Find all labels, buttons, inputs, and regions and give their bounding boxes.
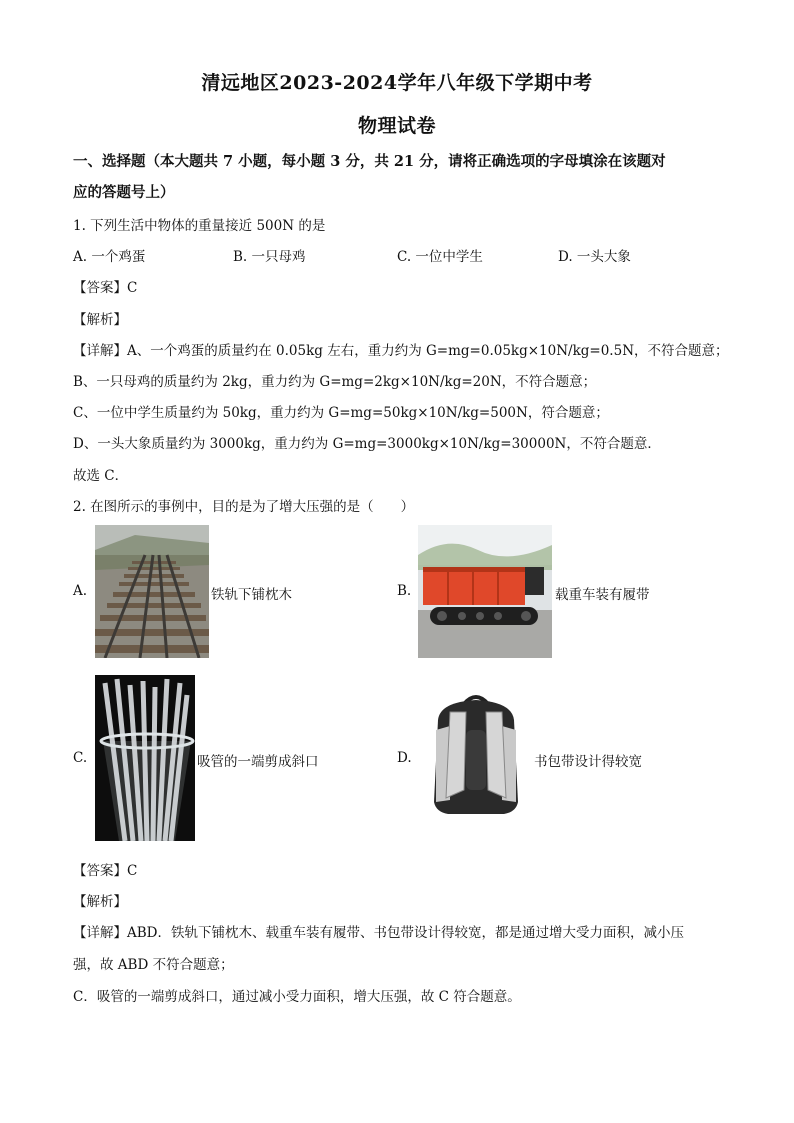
q2-option-a-letter: A. [73, 583, 88, 599]
q2-option-d-caption: 书包带设计得较宽 [534, 754, 642, 770]
q1-option-d: D. 一头大象 [558, 249, 631, 265]
exam-title: 清远地区2023-2024学年八年级下学期中考 [201, 72, 593, 94]
q2-option-b-caption: 载重车装有履带 [555, 587, 650, 603]
q2-detail-line: C．吸管的一端剪成斜口，通过减小受力面积，增大压强，故 C 符合题意。 [73, 989, 521, 1005]
section-heading-line2: 应的答题号上） [73, 184, 175, 201]
section-heading-line1: 一、选择题（本大题共 7 小题，每小题 3 分，共 21 分，请将正确选项的字母填涂在该题对 [73, 153, 666, 170]
q1-detail-line: 【详解】A、一个鸡蛋的质量约在 0.05kg 左右，重力约为 G=mg=0.05kg×10N/kg=0.5N，不符合题意； [73, 343, 729, 359]
backpack-image [420, 690, 532, 820]
q2-stem: 2. 在图所示的事例中，目的是为了增大压强的是（ ） [73, 499, 415, 515]
q2-detail-line: 【详解】ABD．铁轨下铺枕木、载重车装有履带、书包带设计得较宽，都是通过增大受力面积，减小压 [73, 925, 684, 941]
q1-detail-line: B、一只母鸡的质量约为 2kg，重力约为 G=mg=2kg×10N/kg=20N，不符合题意； [73, 374, 597, 390]
q2-option-c-letter: C. [73, 750, 88, 766]
q1-stem: 1. 下列生活中物体的重量接近 500N 的是 [73, 218, 326, 234]
railway-track-image [95, 525, 209, 658]
q2-answer: 【答案】C [73, 863, 138, 879]
tracked-truck-image [418, 525, 552, 658]
q1-option-c: C. 一位中学生 [397, 249, 483, 265]
q2-option-a-caption: 铁轨下铺枕木 [211, 587, 292, 603]
q1-detail-line: C、一位中学生质量约为 50kg，重力约为 G=mg=50kg×10N/kg=500N，符合题意； [73, 405, 609, 421]
q1-answer: 【答案】C [73, 280, 138, 296]
drinking-straws-image [95, 675, 195, 841]
exam-subtitle: 物理试卷 [357, 115, 436, 137]
q1-conclusion: 故选 C． [73, 468, 129, 484]
q2-analysis-label: 【解析】 [73, 894, 127, 910]
q2-option-d-letter: D. [397, 750, 412, 766]
q1-detail-line: D、一头大象质量约为 3000kg，重力约为 G=mg=3000kg×10N/kg=30000N，不符合题意． [73, 436, 661, 452]
q1-analysis-label: 【解析】 [73, 312, 127, 328]
q1-option-a: A. 一个鸡蛋 [73, 249, 146, 265]
q2-option-b-letter: B. [397, 583, 412, 599]
q2-detail-line: 强，故 ABD 不符合题意； [73, 957, 234, 973]
q2-option-c-caption: 吸管的一端剪成斜口 [197, 754, 319, 770]
q1-option-b: B. 一只母鸡 [233, 249, 306, 265]
